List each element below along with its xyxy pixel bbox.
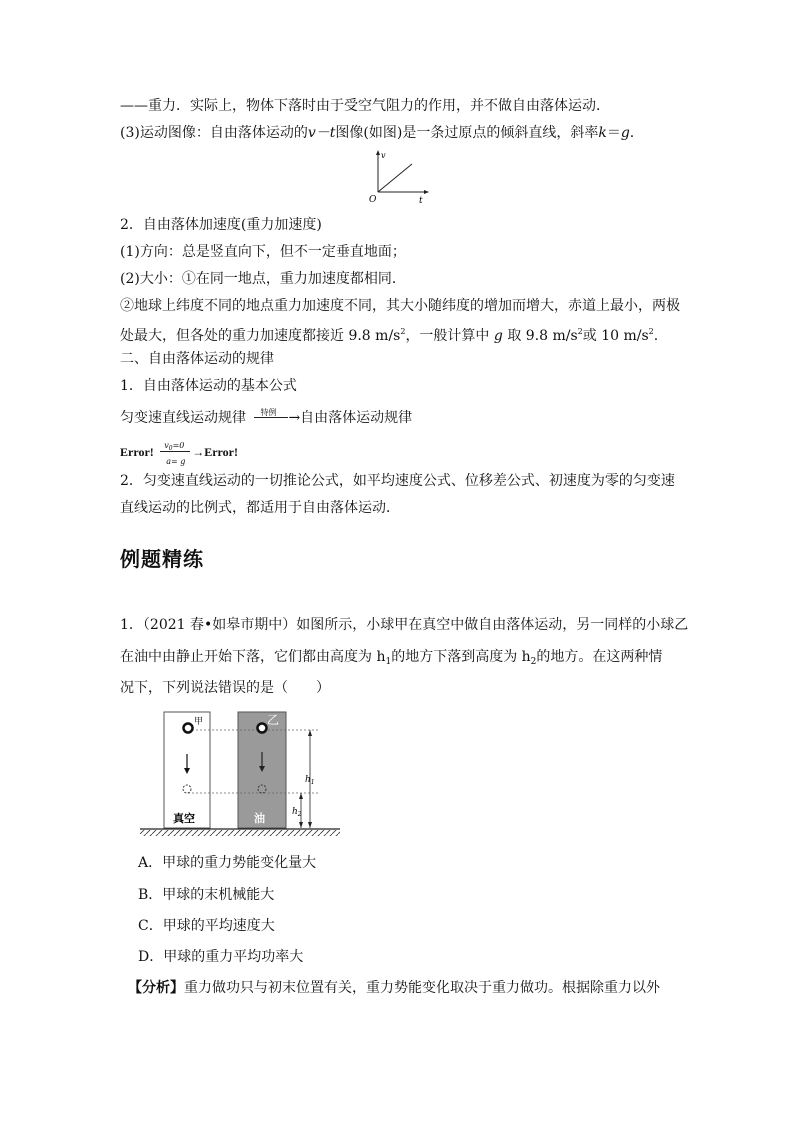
option-c: C．甲球的平均速度大 — [138, 918, 275, 934]
label-vacuum: 真空 — [173, 812, 195, 825]
option-b: B．甲球的末机械能大 — [138, 887, 275, 903]
text-span: . — [653, 328, 659, 344]
subscript: 1 — [385, 657, 392, 667]
arrow-shaft — [254, 417, 288, 418]
superscript: 2 — [648, 327, 654, 336]
text-span: v－t — [307, 125, 336, 141]
arrow-shaft — [160, 451, 190, 452]
text-line — [120, 409, 412, 427]
ball-jia — [184, 724, 193, 733]
question-line — [120, 648, 662, 671]
label-jia: 甲 — [194, 717, 204, 727]
vt-graph — [366, 148, 436, 206]
special-case-arrow — [250, 409, 288, 427]
condition-eq: =0 — [172, 441, 185, 450]
option-d: D．甲球的重力平均功率大 — [138, 949, 304, 965]
text-span: 在油中由静止开始下落，它们都由高度为 h — [120, 649, 386, 665]
text-span: 处最大，但各处的重力加速度都接近 9.8 m/s — [120, 328, 401, 344]
special-case-label: 特例 — [260, 408, 277, 417]
text-line: (1)方向：总是竖直向下，但不一定垂直地面； — [120, 244, 406, 260]
error-text: →Error! — [192, 445, 238, 459]
text-span: ＝ — [606, 125, 621, 141]
text-line: ②地球上纬度不同的地点重力加速度不同，其大小随纬度的增加而增大，赤道上最小，两极 — [120, 298, 680, 314]
analysis-line — [128, 979, 660, 997]
text-line: 2．自由落体加速度(重力加速度) — [120, 217, 322, 233]
text-line — [120, 124, 634, 142]
text-line — [120, 323, 658, 345]
label-h2: $h_2$ — [292, 807, 302, 818]
v-axis-label: v — [381, 151, 386, 160]
condition-bottom: a= g — [166, 457, 186, 466]
text-span: 匀变速直线运动规律 — [120, 410, 246, 426]
text-span: 的地方。在这两种情 — [536, 649, 663, 665]
text-span: (3)运动图像：自由落体运动的 — [120, 125, 308, 141]
question-line: 1．（2021 春•如皋市期中）如图所示，小球甲在真空中做自由落体运动，另一同样的小球乙 — [120, 617, 689, 633]
ball-yi — [258, 724, 267, 733]
analysis-text: 重力做功只与初末位置有关，重力势能变化取决于重力做功。根据除重力以外 — [184, 980, 660, 996]
section-title: 例题精练 — [120, 547, 204, 571]
vt-line — [378, 164, 412, 192]
label-h1: $h_1$ — [305, 775, 315, 786]
text-line: 1．自由落体运动的基本公式 — [120, 378, 297, 394]
text-span: ，一般计算中 — [405, 328, 490, 344]
text-line: ——重力．实际上，物体下落时由于受空气阻力的作用，并不做自由落体运动． — [120, 98, 610, 114]
text-line: (2)大小：①在同一地点，重力加速度都相同． — [120, 271, 406, 287]
option-a: A．甲球的重力势能变化量大 — [138, 855, 317, 871]
question-line: 况下，下列说法错误的是（ ） — [120, 680, 330, 696]
text-span: k — [598, 125, 607, 141]
label-oil: 油 — [254, 812, 265, 825]
text-span: g — [489, 328, 508, 344]
text-span: 的地方下落到高度为 h — [391, 649, 531, 665]
condition-v-sub: 0 — [168, 445, 173, 452]
text-span: →自由落体运动规律 — [288, 410, 413, 426]
subscript: 2 — [530, 657, 537, 667]
text-span: 取 9.8 m/s — [507, 328, 578, 344]
text-span: g — [620, 125, 630, 141]
condition-v: v — [164, 441, 169, 450]
analysis-tag: 【分析】 — [128, 980, 184, 996]
label-yi: 乙 — [267, 713, 280, 727]
text-span: . — [629, 125, 635, 141]
origin-label: O — [369, 195, 377, 205]
experiment-figure — [140, 708, 350, 842]
text-line: 2．匀变速直线运动的一切推论公式，如平均速度公式、位移差公式、初速度为零的匀变速 — [120, 473, 675, 489]
condition-arrow — [158, 441, 192, 466]
text-line: 直线运动的比例式，都适用于自由落体运动． — [120, 500, 400, 516]
superscript: 2 — [400, 327, 406, 336]
text-span: 图像(如图)是一条过原点的倾斜直线，斜率 — [335, 125, 599, 141]
t-axis-label: t — [419, 196, 423, 206]
text-line: 二、自由落体运动的规律 — [120, 351, 274, 367]
text-line — [120, 441, 238, 466]
error-text: Error! — [120, 445, 154, 459]
text-span: 或 10 m/s — [582, 328, 649, 344]
superscript: 2 — [577, 327, 583, 336]
